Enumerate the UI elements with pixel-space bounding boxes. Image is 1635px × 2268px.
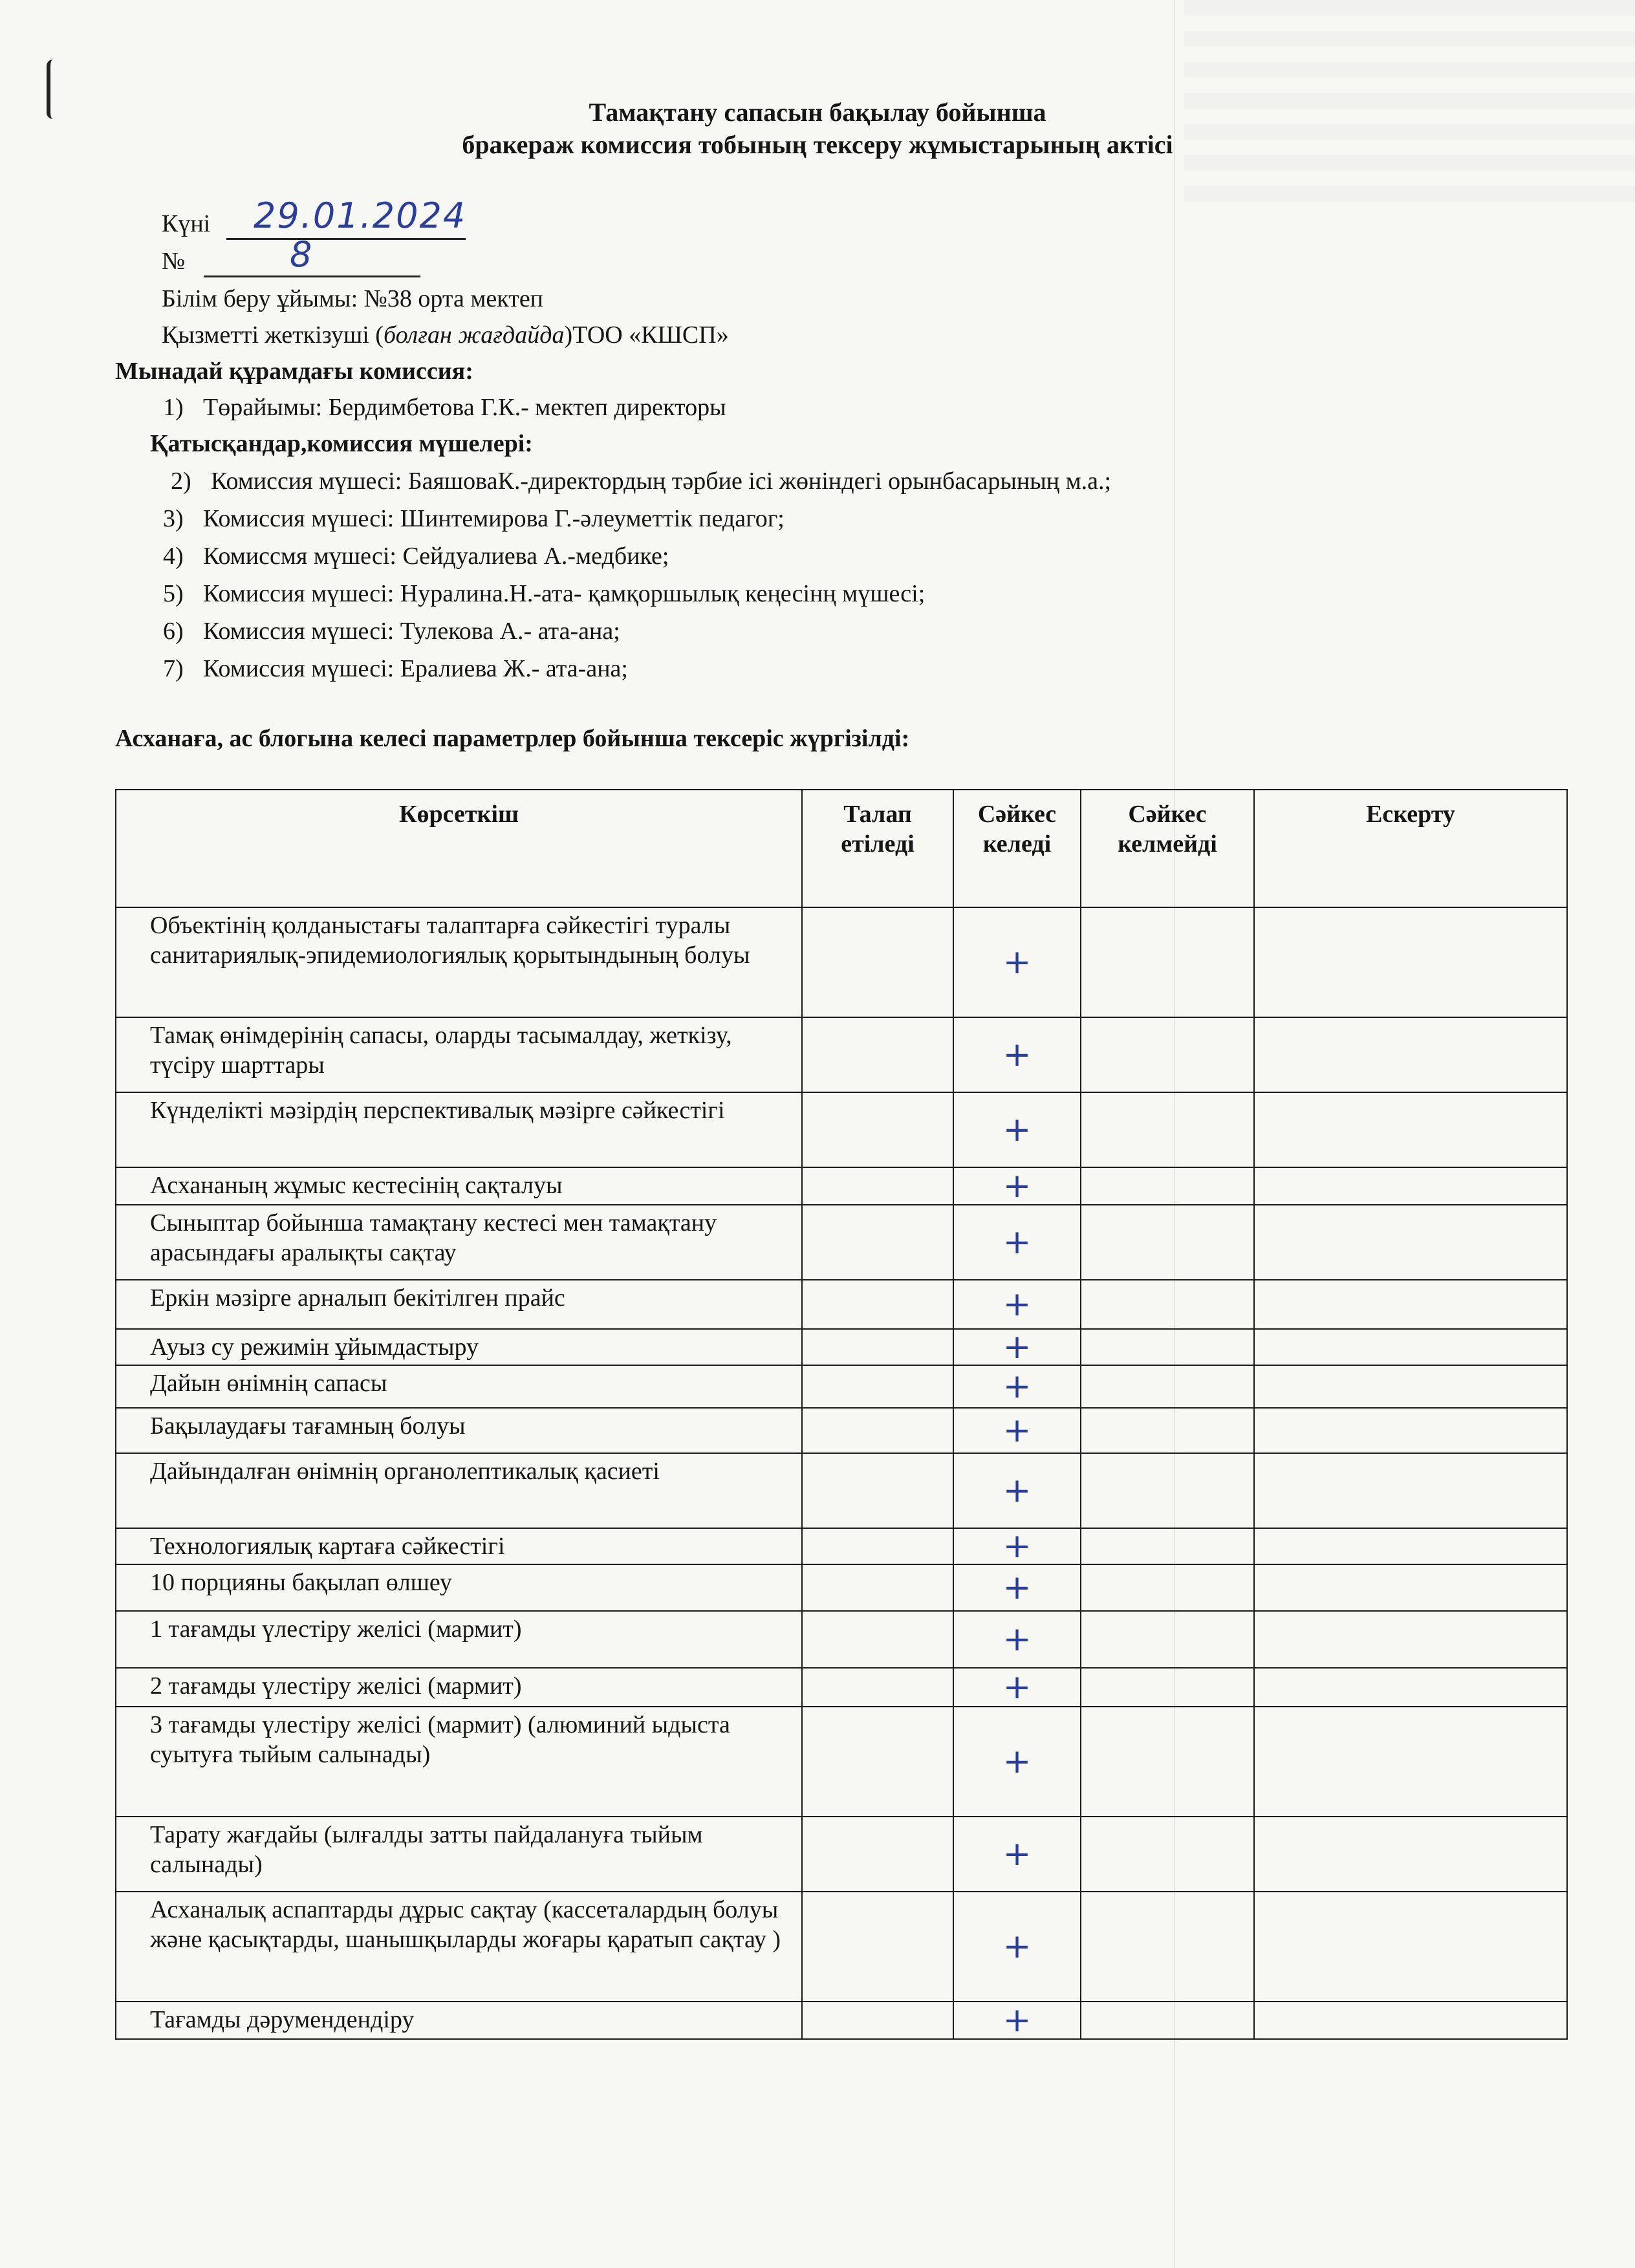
complies-mark: +: [953, 1365, 1081, 1408]
note-cell: [1254, 1611, 1567, 1668]
criterion-cell: Дайындалған өнімнің органолептикалық қасиеті: [116, 1453, 802, 1528]
header-complies: Сәйкес келеді: [953, 790, 1081, 907]
note-cell: [1254, 2002, 1567, 2039]
complies-mark: +: [953, 1668, 1081, 1707]
criterion-cell: Тағамды дәрумендендіру: [116, 2002, 802, 2039]
note-cell: [1254, 1707, 1567, 1817]
supplier-italic: болған жағдайда: [383, 321, 565, 349]
criterion-cell: Технологиялық картаға сәйкестігі: [116, 1528, 802, 1564]
criterion-cell: Асханалық аспаптарды дұрыс сақтау (кассеталардың болуы және қасықтарды, шанышқыларды жоғары қаратып сақтау ): [116, 1892, 802, 2002]
inspection-heading: Асханаға, ас блогына келесі параметрлер бойынша тексеріс жүргізілді:: [115, 725, 910, 752]
table-row: [116, 1611, 1567, 1668]
not-complies-cell: [1081, 1453, 1254, 1528]
document-title-line2: бракераж комиссия тобының тексеру жұмыстарының актісі: [462, 130, 1173, 159]
member-text: Комиссия мүшесі: БаяшоваК.-директордың тәрбие ісі жөніндегі орынбасарының м.а.;: [211, 468, 1112, 495]
required-cell: [802, 1668, 953, 1707]
table-row: [116, 1892, 1567, 2002]
criterion-cell: Ауыз су режимін ұйымдастыру: [116, 1329, 802, 1365]
header-note: Ескерту: [1254, 790, 1567, 907]
table-row: [116, 2002, 1567, 2039]
chair-text: Төрайымы: Бердимбетова Г.К.- мектеп директоры: [203, 394, 726, 421]
member-line: [163, 541, 669, 572]
number-label: №: [162, 248, 186, 275]
not-complies-cell: [1081, 1528, 1254, 1564]
criterion-cell: Объектінің қолданыстағы талаптарға сәйкестігі туралы санитариялық-эпидемиологиялық қорытындының болуы: [116, 907, 802, 1017]
complies-mark: +: [953, 1453, 1081, 1528]
table-row: [116, 1564, 1567, 1611]
required-cell: [802, 1611, 953, 1668]
member-line: [163, 653, 628, 684]
member-line: [163, 616, 620, 647]
supplier-suffix: )ТОО «КШСП»: [564, 321, 729, 349]
table-row: [116, 1329, 1567, 1365]
table-row: [116, 1408, 1567, 1453]
complies-mark: +: [953, 1892, 1081, 2002]
member-text: Комиссия мүшесі: Нуралина.Н.-ата- қамқоршылық кеңесінң мүшесі;: [203, 580, 926, 607]
complies-mark: +: [953, 1564, 1081, 1611]
member-text: Комиссмя мүшесі: Сейдуалиева А.-медбике;: [203, 543, 669, 570]
complies-mark: +: [953, 1611, 1081, 1668]
required-cell: [802, 1564, 953, 1611]
not-complies-cell: [1081, 1092, 1254, 1167]
not-complies-cell: [1081, 1408, 1254, 1453]
note-cell: [1254, 1453, 1567, 1528]
number-value: 8: [290, 234, 314, 275]
complies-mark: +: [953, 1817, 1081, 1892]
not-complies-cell: [1081, 1329, 1254, 1365]
note-cell: [1254, 1280, 1567, 1329]
complies-mark: +: [953, 1707, 1081, 1817]
criterion-cell: 10 порцияны бақылап өлшеу: [116, 1564, 802, 1611]
document-title-line1: Тамақтану сапасын бақылау бойынша: [589, 98, 1046, 127]
criterion-cell: 3 тағамды үлестіру желісі (мармит) (алюминий ыдыста суытуға тыйым салынады): [116, 1707, 802, 1817]
required-cell: [802, 1892, 953, 2002]
complies-mark: +: [953, 1528, 1081, 1564]
date-value: 29.01.2024: [254, 195, 467, 236]
table-row: [116, 1668, 1567, 1707]
required-cell: [802, 2002, 953, 2039]
not-complies-cell: [1081, 907, 1254, 1017]
table-row: [116, 1205, 1567, 1280]
member-line: [171, 466, 1111, 497]
supplier-prefix: Қызметті жеткізуші (: [162, 321, 384, 349]
not-complies-cell: [1081, 1892, 1254, 2002]
complies-mark: +: [953, 2002, 1081, 2039]
member-number: 7): [163, 655, 184, 682]
header-indicator: Көрсеткіш: [116, 790, 802, 907]
table-row: [116, 1017, 1567, 1092]
required-cell: [802, 1365, 953, 1408]
note-cell: [1254, 1892, 1567, 2002]
complies-mark: +: [953, 1280, 1081, 1329]
not-complies-cell: [1081, 1564, 1254, 1611]
table-row: [116, 1528, 1567, 1564]
note-cell: [1254, 1408, 1567, 1453]
header-required: Талап етіледі: [802, 790, 953, 907]
not-complies-cell: [1081, 1707, 1254, 1817]
complies-mark: +: [953, 907, 1081, 1017]
not-complies-cell: [1081, 1205, 1254, 1280]
note-cell: [1254, 1668, 1567, 1707]
chair-number: 1): [163, 394, 184, 421]
note-cell: [1254, 907, 1567, 1017]
required-cell: [802, 1329, 953, 1365]
table-row: [116, 1707, 1567, 1817]
complies-mark: +: [953, 1329, 1081, 1365]
required-cell: [802, 1205, 953, 1280]
not-complies-cell: [1081, 2002, 1254, 2039]
complies-mark: +: [953, 1017, 1081, 1092]
required-cell: [802, 1707, 953, 1817]
criterion-cell: Сыныптар бойынша тамақтану кестесі мен тамақтану арасындағы аралықты сақтау: [116, 1205, 802, 1280]
note-cell: [1254, 1365, 1567, 1408]
note-cell: [1254, 1167, 1567, 1205]
not-complies-cell: [1081, 1817, 1254, 1892]
table-row: [116, 1167, 1567, 1205]
inspection-table: [115, 789, 1568, 2040]
criterion-cell: Күнделікті мәзірдің перспективалық мәзірге сәйкестігі: [116, 1092, 802, 1167]
required-cell: [802, 1280, 953, 1329]
member-line: [163, 503, 785, 534]
member-text: Комиссия мүшесі: Шинтемирова Г.-әлеуметтік педагог;: [203, 505, 785, 532]
required-cell: [802, 907, 953, 1017]
complies-mark: +: [953, 1092, 1081, 1167]
criterion-cell: Тарату жағдайы (ылғалды затты пайдалануға тыйым салынады): [116, 1817, 802, 1892]
date-underline: [226, 238, 466, 240]
complies-mark: +: [953, 1205, 1081, 1280]
supplier-line: [162, 319, 729, 351]
criterion-cell: Еркін мәзірге арналып бекітілген прайс: [116, 1280, 802, 1329]
note-cell: [1254, 1205, 1567, 1280]
table-row: [116, 907, 1567, 1017]
required-cell: [802, 1453, 953, 1528]
criterion-cell: 2 тағамды үлестіру желісі (мармит): [116, 1668, 802, 1707]
note-cell: [1254, 1092, 1567, 1167]
table-row: [116, 1453, 1567, 1528]
date-label: Күні: [162, 210, 211, 237]
criterion-cell: Дайын өнімнің сапасы: [116, 1365, 802, 1408]
member-number: 4): [163, 543, 184, 570]
note-cell: [1254, 1817, 1567, 1892]
member-number: 5): [163, 580, 184, 607]
note-cell: [1254, 1017, 1567, 1092]
note-cell: [1254, 1329, 1567, 1365]
members-heading: Қатысқандар,комиссия мүшелері:: [150, 430, 533, 457]
note-cell: [1254, 1528, 1567, 1564]
note-cell: [1254, 1564, 1567, 1611]
not-complies-cell: [1081, 1280, 1254, 1329]
criterion-cell: Асхананың жұмыс кестесінің сақталуы: [116, 1167, 802, 1205]
chair-line: [163, 392, 726, 423]
not-complies-cell: [1081, 1017, 1254, 1092]
table-row: [116, 1365, 1567, 1408]
required-cell: [802, 1528, 953, 1564]
member-line: [163, 578, 925, 609]
member-text: Комиссия мүшесі: Ералиева Ж.- ата-ана;: [203, 655, 628, 682]
required-cell: [802, 1017, 953, 1092]
required-cell: [802, 1092, 953, 1167]
number-underline: [204, 275, 420, 277]
table-row: [116, 1817, 1567, 1892]
not-complies-cell: [1081, 1611, 1254, 1668]
table-header-row: [116, 790, 1567, 907]
header-not-complies: Сәйкес келмейді: [1081, 790, 1254, 907]
table-row: [116, 1280, 1567, 1329]
criterion-cell: Бақылаудағы тағамның болуы: [116, 1408, 802, 1453]
required-cell: [802, 1817, 953, 1892]
not-complies-cell: [1081, 1365, 1254, 1408]
commission-heading: Мынадай құрамдағы комиссия:: [115, 358, 473, 385]
complies-mark: +: [953, 1167, 1081, 1205]
criterion-cell: Тамақ өнімдерінің сапасы, оларды тасымалдау, жеткізу, түсіру шарттары: [116, 1017, 802, 1092]
member-text: Комиссия мүшесі: Тулекова А.- ата-ана;: [203, 618, 620, 645]
not-complies-cell: [1081, 1668, 1254, 1707]
required-cell: [802, 1408, 953, 1453]
not-complies-cell: [1081, 1167, 1254, 1205]
required-cell: [802, 1167, 953, 1205]
criterion-cell: 1 тағамды үлестіру желісі (мармит): [116, 1611, 802, 1668]
organization-line: Білім беру ұйымы: №38 орта мектеп: [162, 285, 544, 312]
member-number: 6): [163, 618, 184, 645]
member-number: 3): [163, 505, 184, 532]
member-number: 2): [171, 468, 191, 495]
complies-mark: +: [953, 1408, 1081, 1453]
table-row: [116, 1092, 1567, 1167]
